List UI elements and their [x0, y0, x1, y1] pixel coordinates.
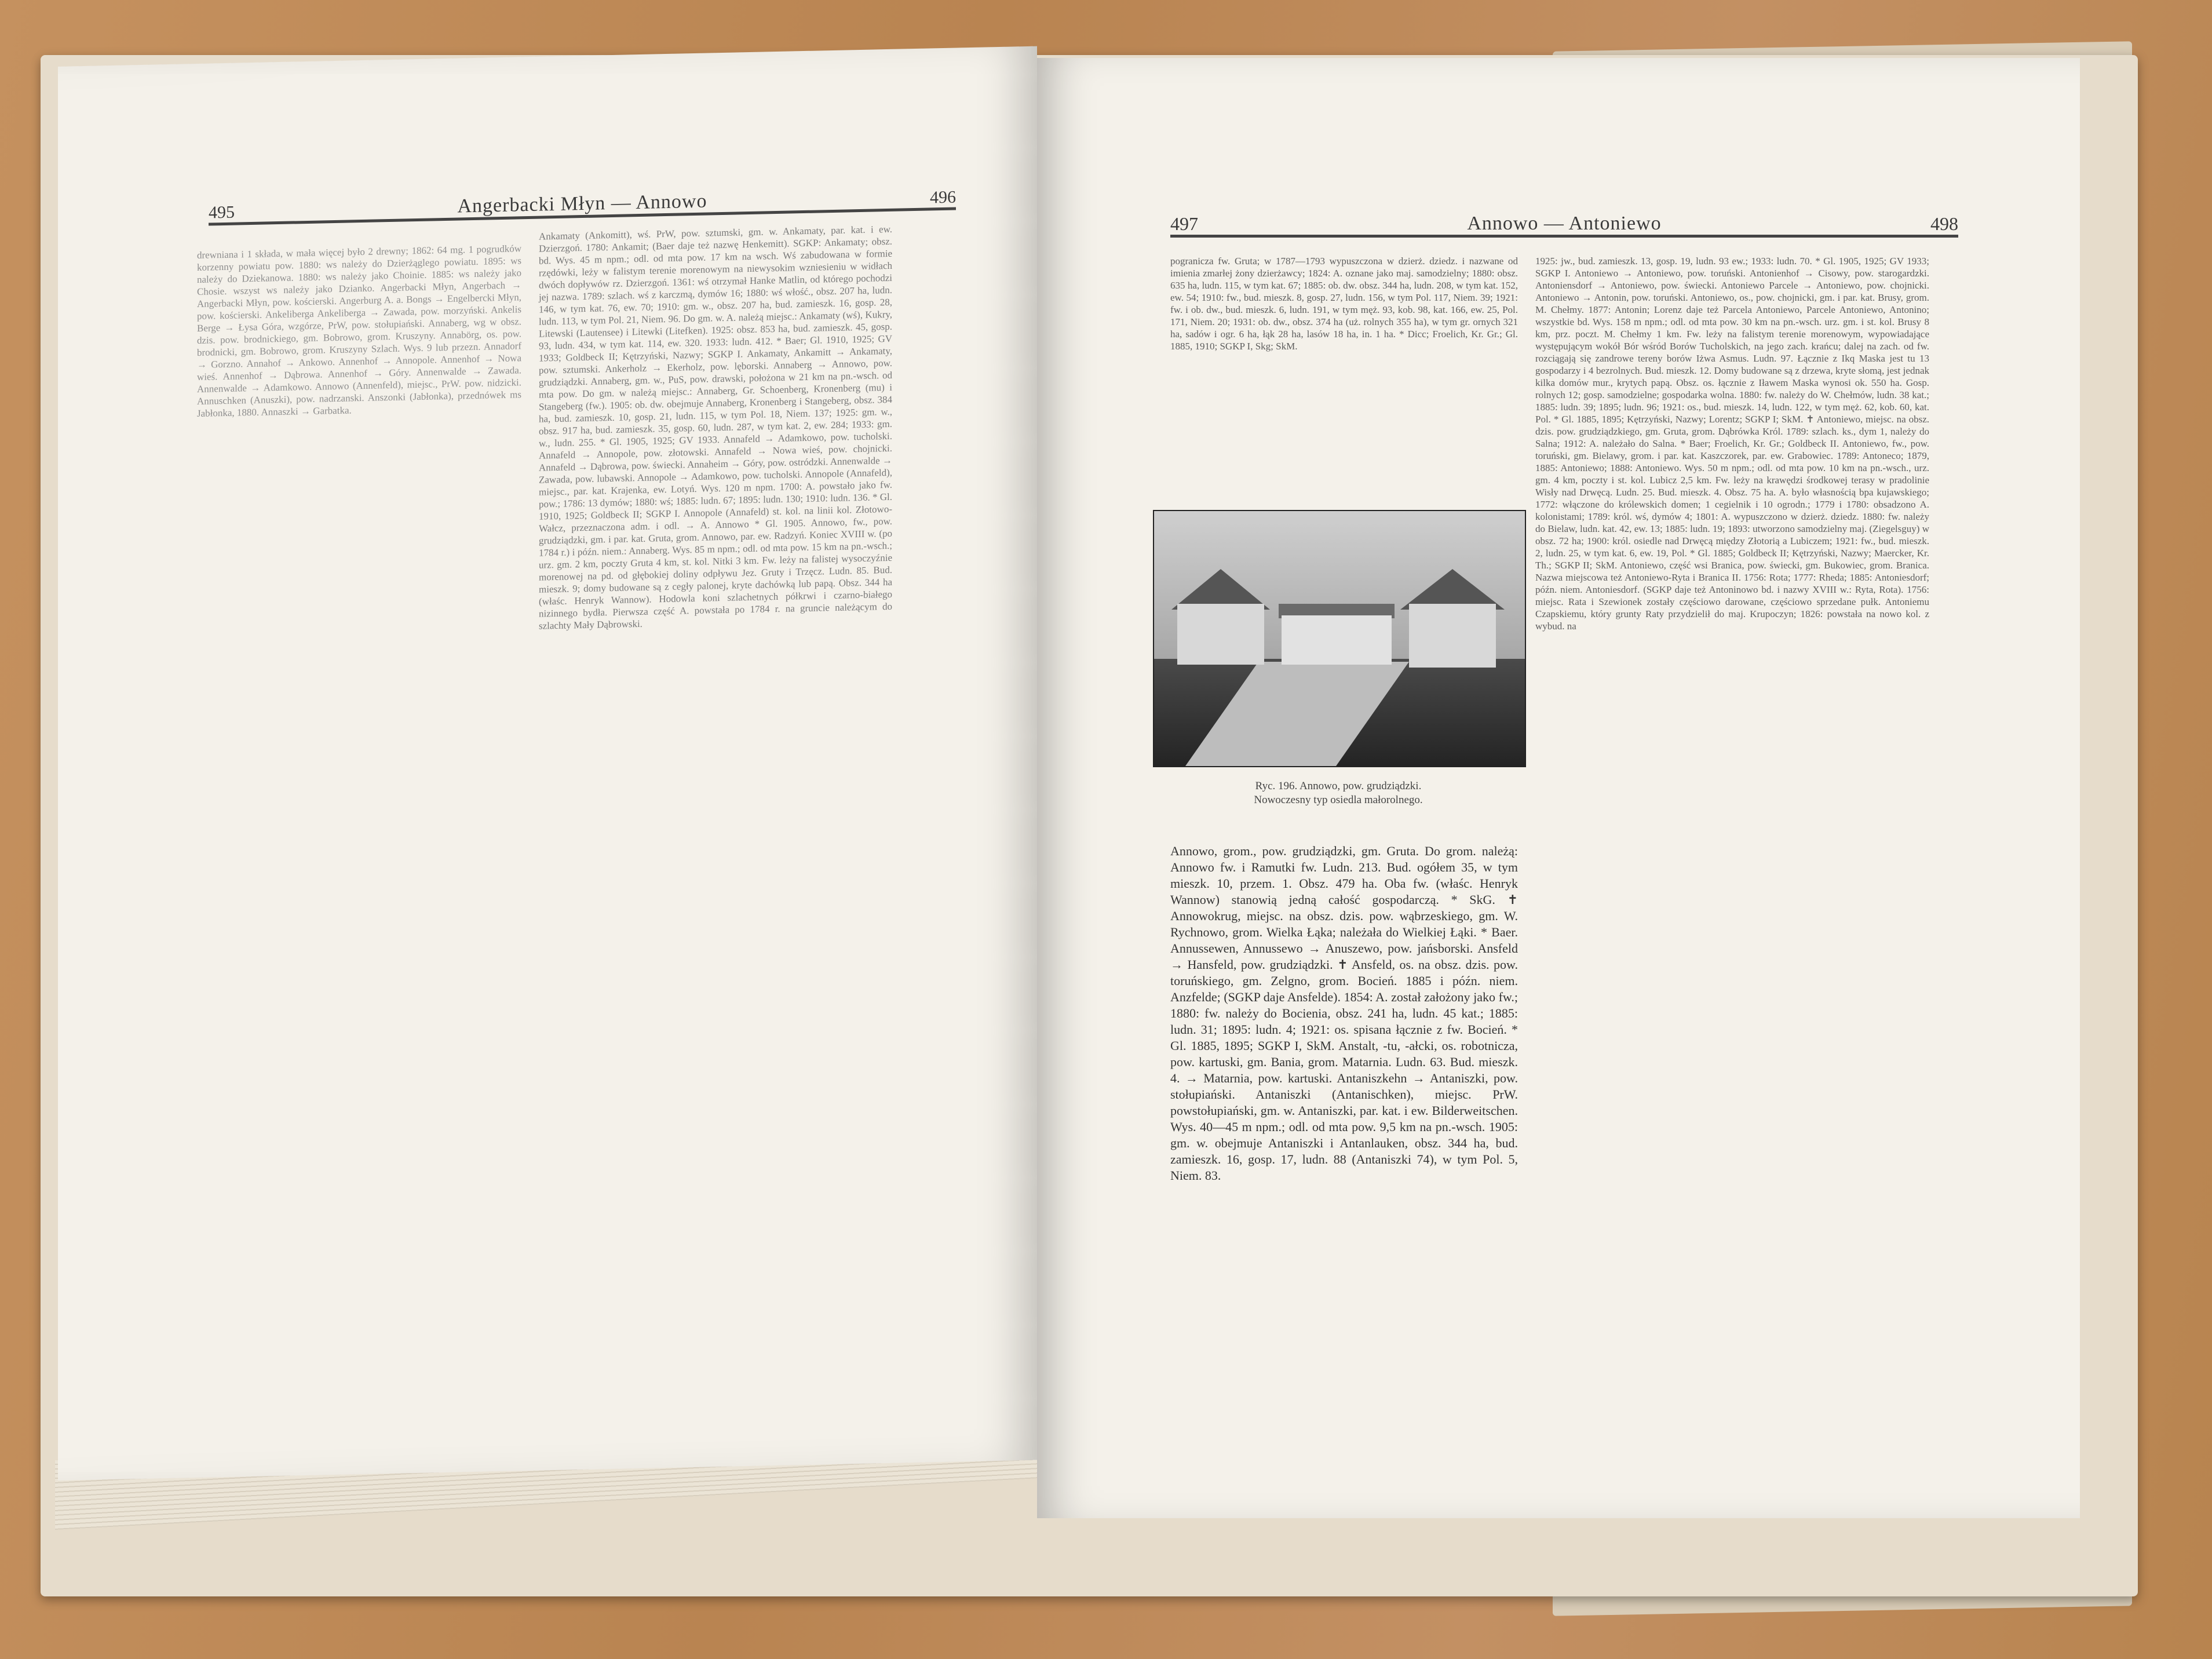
photo-barn: [1282, 615, 1392, 665]
left-page-header: [209, 173, 956, 226]
right-page: [1037, 58, 2080, 1518]
column-text: drewniana i 1 składa, w mała więcej było 2 drewny; 1862: 64 mg. 1 pogrudków korzenny powiatu pow. 1880: ws należy do Dzierżąglego powiatu. 1895: ws należy do Dziekanowa. 1880: ws należy jako Choinie. 1885: ws należy jako Chosie. wszyst ws należy jako Dzianko. Angerbacki Młyn, Angerbach → Angerbacki Młyn, pow. kościerski. Angerburg A. a. Bongs → Engelbercki Młyn, pow. kościerski. Ankeliberga Ankeliberga → Zawada, pow. morzyński. Ankelis Berge → Łysa Góra, wzgórze, PrW, pow. stołupiański. Annaberg, wg w obsz. dzis. pow. brodnickiego, gm. Bobrowo, grom. Kruszyny. Annabörg, os. pow. brodnicki, gm. Bobrowo, grom. Kruszyny Szlach. Wys. 9 lub przezn. Annadorf → Gorzno. Annahof → Ankowo. Annenhof → Annopole. Annenhof → Nowa wieś. Annenhof → Dąbrowa. Annenhof → Góry. Annenwalde → Zawada. Annenwalde → Adamkowo. Annowo (Annenfeld), miejsc., PrW. pow. nidzicki. Annuschken (Anuszki), pow. nadrzanski. Anszonki (Jabłonka), przednówek ms Jabłonka, 1880. Annaszki → Garbatka.: [197, 243, 521, 419]
column-text: 1925: jw., bud. zamieszk. 13, gosp. 19, ludn. 93 ew.; 1933: ludn. 70. * Gl. 1905, 1925; GV 1933; SGKP I. Antoniewo → Antoniewo, pow. toruński. Antonienhof → Cisowy, pow. starogardzki. Antoniensdorf → Antoniewo, pow. świecki. Antoniewo Parcele → Antoniewo, pow. chojnicki. Antoniewo → Antonin, pow. toruński. Antoniewo, os., pow. chojnicki, gm. i par. kat. Brusy, grom. M. Chełmy. 1877: Antonin; Lorenz daje też Parcela Antoniewo, Parcele Antoniewo, Antonino; wszystkie bd. Wys. 158 m npm.; odl. od mta pow. 30 km na pn.-wsch. urz. gm. i st. kol. Brusy 8 km, prz. poczt. M. Chełmy 1 km. Fw. leży na falistym terenie morenowym, wypowiadające występującym wokół Bór wśród Borów Tucholskich, na jego zach. krańcu; dalej na zach. od fw. rozciągają się zandrowe tereny borów Iżwa Asmus. Ludn. 97. Łącznie z Ikq Maska jest tu 13 gospodarzy i 4 bezrolnych. Bud. mieszk. 12. Domy budowane są z drzewa, kryte słomą, jest jednak kilka domów mur., krytych papą. Obsz. os. łącznie z Iławem Maska wynosi ok. 550 ha. Gosp. rolnych 12; gosp. samodzielne; gospodarka wolna. 1880: fw. należy do W. Chełmów, ludn. 38 kat.; 1885: ludn. 39; 1895; ludn. 96; 1921: os., bud. mieszk. 14, ludn. 122, w tym męż. 62, kob. 60, kat. Pol. * Gl. 1885, 1895; Kętrzyński, Nazwy; Lorentz; SGKP I; SkM. ✝ Antoniewo, miejsc. na obsz. dzis. pow. grudziądzkiego, gm. Gruta, grom. Dąbrówka Król. 1789: szlach. ks., dym 1, należy do Salna; 1912: A. należało do Salna. * Baer; Froelich, Kr. Gr.; Goldbeck II. Antoniewo, fw., pow. toruński, gm. Bielawy, grom. i par. kat. Kaszczorek, par. ew. Grabowiec. 1789: Antoneco; 1879, 1885: Antoniewo; 1888: Antoniewo. Wys. 50 m npm.; odl. od mta pow. 10 km na pn.-wsch., urz. gm. 4 km, poczty i st. kol. Lubicz 2,5 km. Fw. leży na krawędzi środkowej terasy w pradolinie Wisły nad Drwęcą. Ludn. 25. Bud. mieszk. 4. Obsz. 75 ha. A. było własnością bpa kujawskiego; 1772: włączone do królewskich domen; 1 cegielnik i 10 ogrodn.; 1779 i 1780: obsadzono A. kolonistami; 1789: król. wś, dymów 4; 1801: A. wypuszczono w dzierż. dziedz. 1880: fw. należy do Bielaw, ludn. kat. 42, ew. 13; 1885: ludn. 19; 1893: utworzono samodzielny maj. (Ziegelsguy) w obsz. 72 ha; 1900: król. osiedle nad Drwęcą między Złotorią a Lubiczem; 1921: fw., bud. mieszk. 2, ludn. 25, w tym kat. 6, ew. 19, Pol. * Gl. 1885; Goldbeck II; Kętrzyński, Nazwy; Maercker, Kr. Th.; SGKP II; SkM. Antoniewo, część wsi Branica, pow. świecki, gm. Bukowiec, grom. Branica. Nazwa miejscowa też Antoniewo-Ryta i Branica II. 1756: Rota; 1777: Rheda; 1885: Antoniesdorf; późn. niem. Antoniesdorf. (SGKP daje też Antoninowo bd. i nazwy XVIII w.: Ryta, Rota). 1756: miejsc. Rata i Szewionek zostały częściowo darowane, częściowo sprzedane pułk. Antoniemu Czapskiemu, który grunty Raty przydzielił do maj. Krupoczyn; 1826: powstała na nowo kol. z wybud. na: [1535, 256, 1929, 632]
running-head: Annowo — Antoniewo: [1467, 213, 1662, 234]
left-page-column-2: [539, 223, 892, 1390]
photo-house: [1177, 604, 1264, 665]
right-page-column-1-bottom: [1170, 843, 1518, 1423]
page-number: 498: [1930, 213, 1958, 234]
photo-caption: [1147, 779, 1530, 807]
right-page-column-1-top: [1170, 255, 1518, 539]
photo-house: [1409, 604, 1496, 668]
running-head: Angerbacki Młyn — Annowo: [457, 190, 707, 217]
caption-line: Ryc. 196. Annowo, pow. grudziądzki.: [1255, 780, 1422, 792]
caption-line: Nowoczesny typ osiedla małorolnego.: [1254, 794, 1423, 806]
right-page-column-2: [1535, 255, 1929, 1420]
left-page: [58, 46, 1037, 1481]
right-page-header: [1170, 194, 1958, 238]
column-text: Ankamaty (Ankomitt), wś. PrW, pow. sztumski, gm. w. Ankamaty, par. kat. i ew. Dzierzgoń. 1780: Ankamit; (Baer daje też nazwę Henkemitt). SGKP: Ankamaty; obsz. bd. Wys. 45 m npm.; odl. od mta pow. 17 km na wsch. Wś zabudowana w formie rzędówki, leży w falistym terenie morenowym na niewysokim wzniesieniu w widłach dwóch dopływów rz. Dzierzgoń. 1361: wś otrzymał Hanke Matlin, od którego pochodzi jej nazwa. 1789: szlach. wś z karczmą, dymów 16; 1880: wś włość., obsz. 207 ha, ludn. 146, w tym kat. 76, ew. 70; 1910: gm. w., obsz. 207 ha, bud. zamieszk. 16, gosp. 28, ludn. 113, w tym Pol. 21, Niem. 96. Do gm. w. A. należą miejsc.: Ankamaty (wś), Kukry, Litewski (Lautensee) i Litewki (Litefken). 1925: obsz. 853 ha, bud. zamieszk. 45, gosp. 93, ludn. 434, w tym kat. 114, ew. 320. 1933: ludn. 412. * Baer; Gl. 1910, 1925; GV 1933; Goldbeck II; Kętrzyński, Nazwy; SGKP I. Ankamaty, Ankamitt → Ankamaty, pow. sztumski. Ankerholz → Ekerholz, pow. lęborski. Annaberg → Annowo, pow. grudziądzki. Annaberg, gm. w., PuS, pow. drawski, położona w 21 km na pn.-wsch. od mta pow. Do gm. w należą miejsc.: Annaberg, Gr. Schoenberg, Kronenberg (mu) i Stangeberg (fw.). 1905: ob. dw. obejmuje Annaberg, Kronenberg i Stangeberg, obsz. 384 ha, bud. zamieszk. 10, gosp. 21, ludn. 115, w tym Pol. 18, Niem. 137; 1925: gm. w., obsz. 917 ha, bud. zamieszk. 35, gosp. 60, ludn. 287, w tym kat. 2, ew. 284; 1933: gm. w., ludn. 255. * Gl. 1905, 1925; GV 1933. Annafeld → Adamkowo, pow. tucholski. Annafeld → Annopole, pow. złotowski. Annafeld → Nowa wieś, pow. chojnicki. Annafeld → Dąbrowa, pow. świecki. Annaheim → Góry, pow. ostródzki. Annenwalde → Zawada, pow. lubawski. Annopole → Adamkowo, pow. tucholski. Annopole (Annafeld), miejsc., par. kat. Krajenka, ew. Lotyń. Wys. 120 m npm. 1700: A. powstało jako fw. pow.; 1786: 13 dymów; 1880: wś; 1885: ludn. 67; 1895: ludn. 130; 1910: ludn. 136. * Gl. 1910, 1925; Goldbeck II; SGKP I. Annopole (Annafeld) st. kol. na linii kol. Złotowo-Wałcz, przeznaczona adm. i odl. → A. Annowo * Gl. 1905. Annowo, fw., pow. grudziądzki, gm. i par. kat. Gruta, grom. Annowo, par. ew. Radzyń. Koniec XVIII w. (po 1784 r.) i późn. niem.: Annaberg. Wys. 85 m npm.; odl. od mta pow. 15 km na pn.-wsch.; urz. gm. 2 km, poczty Gruta 4 km, st. kol. Nitki 3 km. Fw. leży na falistej wysoczyźnie morenowej na pd. od głębokiej doliny odpływu Jez. Gruty i Trzęcz. Ludn. 85. Bud. mieszk. 9; domy budowane są z cegły palonej, kryte dachówką lub papą. Obsz. 344 ha (właśc. Henryk Wannow). Hodowla koni szlachetnych półkrwi i czarno-białego nizinnego bydła. Pierwsza część A. powstała po 1784 r. na gruncie należącym do szlachty Mały Dąbrowski.: [539, 223, 892, 632]
page-number: 495: [209, 202, 235, 223]
photo-farmstead: [1153, 510, 1526, 767]
column-text: Annowo, grom., pow. grudziądzki, gm. Gruta. Do grom. należą: Annowo fw. i Ramutki fw. Ludn. 213. Bud. ogółem 35, w tym mieszk. 10, przem. 1. Obsz. 479 ha. Oba fw. (właśc. Henryk Wannow) stanowią jedną całość gospodarczą. * SkG. ✝ Annowokrug, miejsc. na obsz. dzis. pow. wąbrzeskiego, gm. W. Rychnowo, grom. Wielka Łąka; należała do Wielkiej Łąki. * Baer. Annussewen, Annussewo → Anuszewo, pow. jańsborski. Ansfeld → Hansfeld, pow. grudziądzki. ✝ Ansfeld, os. na obsz. dzis. pow. toruńskiego, gm. Zelgno, grom. Bocień. 1885 i późn. niem. Anzfelde; (SGKP daje Ansfelde). 1854: A. został założony jako fw.; 1880: fw. należy do Bocienia, obsz. 241 ha, ludn. 45 kat.; 1885: ludn. 31; 1895: ludn. 4; 1921: os. spisana łącznie z fw. Bocień. * Gl. 1885, 1895; SGKP I, SkM. Anstalt, -tu, -ałcki, os. robotnicza, pow. kartuski, gm. Bania, grom. Matarnia. Ludn. 63. Bud. mieszk. 4. → Matarnia, pow. kartuski. Antaniszkehn → Antaniszki, pow. stołupiański. Antaniszki (Antanischken), miejsc. PrW. powstołupiański, gm. w. Antaniszki, par. kat. i ew. Bilderweitschen. Wys. 40—45 m npm.; odl. od mta pow. 9,5 km na pn.-wsch. 1905: gm. w. obejmuje Antaniszki i Antanlauken, obsz. 344 ha, bud. zamieszk. 16, gosp. 17, ludn. 88 (Antaniszki 74), w tym Pol. 5, Niem. 83.: [1170, 844, 1518, 1183]
left-page-column-1: [197, 242, 521, 1379]
page-number: 496: [929, 187, 956, 207]
page-number: 497: [1170, 213, 1198, 234]
column-text: pogranicza fw. Gruta; w 1787—1793 wypuszczona w dzierż. dziedz. i nazwane od imienia zmarłej żony dzierżawcy; 1824: A. oznane jako maj. samodzielny; 1880: obsz. 635 ha, ludn. 115, w tym kat. 67; 1885: ob. dw. obsz. 344 ha, ludn. 208, w tym kat. 152, ew. 54; 1910: fw., bud. mieszk. 8, gosp. 27, ludn. 156, w tym Pol. 117, Niem. 39; 1921: fw. i ob. dw., bud. mieszk. 6, ludn. 191, w tym męż. 93, kob. 98, kat. 166, ew. 25, Pol. 171, Niem. 20; 1931: ob. dw., obsz. 374 ha (uż. rolnych 355 ha), w tym gr. ornych 321 ha, sadów i ogr. 6 ha, łąk 28 ha, lasów 18 ha, in. 1 ha. * Dicc; Froelich, Kr. Gr.; Gl. 1885, 1910; SGKP I, Skg; SkM.: [1170, 256, 1518, 352]
